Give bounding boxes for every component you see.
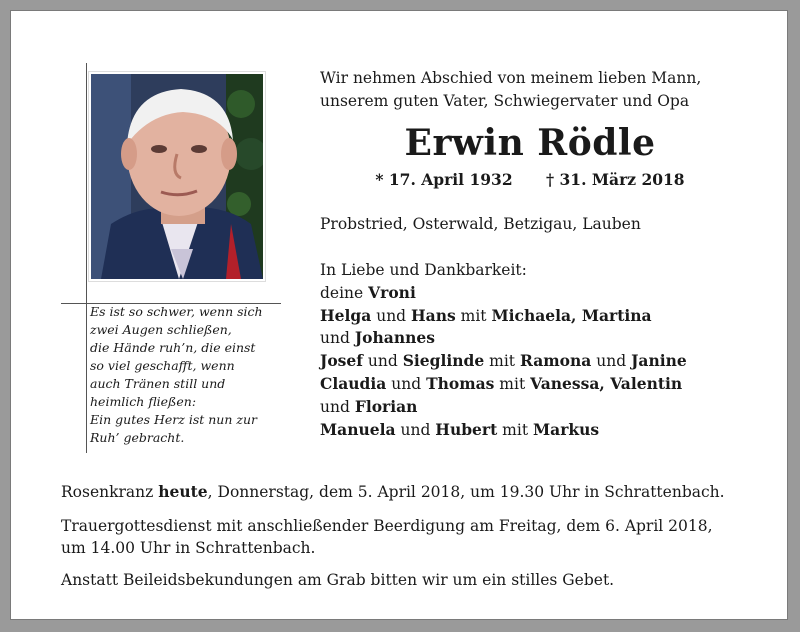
poem-line: die Hände ruh’n, die einst [90, 340, 256, 355]
family-member-name: Manuela [320, 419, 396, 439]
family-connector: und [591, 352, 632, 371]
intro-line: unserem guten Vater, Schwiegervater und Opa [320, 92, 690, 110]
family-connector: und [320, 397, 355, 416]
family-connector: mit [455, 306, 492, 325]
family-line [320, 350, 760, 373]
cross-vertical-line [86, 63, 87, 453]
family-connector: mit [494, 374, 531, 393]
poem-line: zwei Augen schließen, [90, 322, 232, 337]
intro-line: Wir nehmen Abschied von meinem lieben Mann, [320, 69, 702, 87]
family-member-name: Ramona [519, 351, 592, 371]
family-connector: und [362, 352, 403, 371]
family-member-name: Florian [354, 396, 418, 416]
rosary-bold: heute [158, 482, 208, 501]
funeral-line: um 14.00 Uhr in Schrattenbach. [61, 539, 316, 557]
obituary-card [10, 10, 788, 620]
family-line [320, 396, 760, 419]
family-connector: und [320, 329, 355, 348]
poem-line: Es ist so schwer, wenn sich [90, 304, 263, 319]
family-member-name: Markus [533, 419, 600, 439]
poem-line: Ruh’ gebracht. [90, 430, 185, 445]
family-member-name: Janine [631, 351, 687, 371]
family-line [320, 305, 760, 328]
farewell-intro [320, 67, 760, 113]
poem [90, 303, 290, 447]
rosary-notice [61, 481, 761, 503]
family-line [320, 327, 760, 350]
poem-line: auch Tränen still und [90, 376, 226, 391]
rosary-pre: Rosenkranz [61, 483, 159, 501]
birth-date: * 17. April 1932 [375, 170, 513, 189]
portrait-photo [89, 72, 265, 281]
funeral-line: Trauergottesdienst mit anschließender Beerdigung am Freitag, dem 6. April 2018, [61, 517, 713, 535]
family-line [320, 419, 760, 442]
closing-note: Anstatt Beileidsbekundungen am Grab bitten wir um ein stilles Gebet. [61, 571, 615, 589]
family-list [320, 259, 760, 441]
family-member-name: Thomas [426, 373, 495, 393]
family-member-name: Hans [411, 305, 456, 325]
family-member-name: Michaela, Martina [491, 305, 652, 325]
family-member-name: Vroni [368, 282, 416, 302]
family-member-name: Vanessa, Valentin [530, 373, 683, 393]
family-connector: deine [320, 283, 369, 302]
family-member-name: Claudia [320, 373, 387, 393]
life-dates [320, 169, 740, 191]
family-member-name: Hubert [435, 419, 498, 439]
family-member-name: Josef [320, 351, 363, 371]
death-date: † 31. März 2018 [546, 170, 685, 189]
family-connector: und [395, 420, 436, 439]
funeral-notice [61, 515, 761, 559]
family-member-name: Sieglinde [402, 351, 485, 371]
family-line [320, 373, 760, 396]
family-heading: In Liebe und Dankbarkeit: [320, 261, 527, 279]
poem-line: Ein gutes Herz ist nun zur [90, 412, 257, 427]
poem-line: heimlich fließen: [90, 394, 197, 409]
portrait-photo-icon [91, 74, 263, 279]
family-connector: und [386, 374, 427, 393]
family-connector: mit [484, 352, 520, 371]
deceased-name: Erwin Rödle [404, 122, 656, 164]
family-member-name: Johannes [354, 328, 435, 348]
family-connector: und [371, 306, 412, 325]
places: Probstried, Osterwald, Betzigau, Lauben [320, 215, 641, 233]
rosary-post: , Donnerstag, dem 5. April 2018, um 19.30 Uhr in Schrattenbach. [207, 483, 725, 501]
family-connector: mit [497, 420, 533, 439]
family-line [320, 282, 760, 305]
family-member-name: Helga [320, 305, 372, 325]
poem-line: so viel geschafft, wenn [90, 358, 235, 373]
